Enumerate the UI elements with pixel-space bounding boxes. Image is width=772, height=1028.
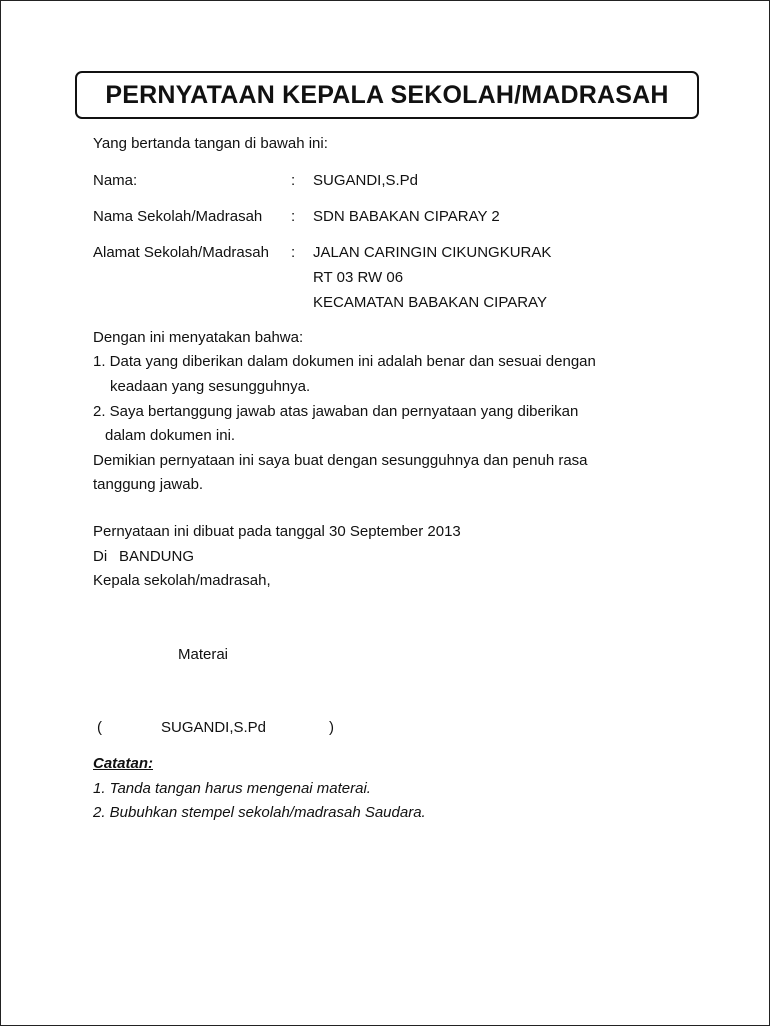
document-title: PERNYATAAN KEPALA SEKOLAH/MADRASAH <box>75 71 699 119</box>
date-line: Pernyataan ini dibuat pada tanggal 30 September 2013 <box>93 523 461 540</box>
alamat-colon: : <box>291 244 296 261</box>
signature-close-paren: ) <box>329 719 334 736</box>
alamat-line-3: KECAMATAN BABAKAN CIPARAY <box>313 294 547 311</box>
materai-placeholder: Materai <box>178 646 229 663</box>
statement-item-1-line-1: 1. Data yang diberikan dalam dokumen ini adalah benar dan sesuai dengan <box>93 353 596 370</box>
nama-label: Nama: <box>93 172 138 189</box>
nama-colon: : <box>291 172 296 189</box>
note-1: 1. Tanda tangan harus mengenai materai. <box>93 780 371 797</box>
statement-item-2-line-2: dalam dokumen ini. <box>105 427 236 444</box>
nama-value: SUGANDI,S.Pd <box>313 172 419 189</box>
sekolah-colon: : <box>291 208 296 225</box>
notes-heading: Catatan: <box>93 755 154 772</box>
alamat-line-1: JALAN CARINGIN CIKUNGKURAK <box>313 244 552 261</box>
sekolah-label: Nama Sekolah/Madrasah <box>93 208 263 225</box>
intro-text: Yang bertanda tangan di bawah ini: <box>93 135 328 152</box>
position-title: Kepala sekolah/madrasah, <box>93 572 271 589</box>
sekolah-value: SDN BABAKAN CIPARAY 2 <box>313 208 500 225</box>
di-label: Di <box>93 548 108 565</box>
note-2: 2. Bubuhkan stempel sekolah/madrasah Saudara. <box>93 804 426 821</box>
signature-open-paren: ( <box>97 719 102 736</box>
statement-lead: Dengan ini menyatakan bahwa: <box>93 329 304 346</box>
alamat-line-2: RT 03 RW 06 <box>313 269 404 286</box>
statement-item-2-line-1: 2. Saya bertanggung jawab atas jawaban dan pernyataan yang diberikan <box>93 403 579 420</box>
closing-line-2: tanggung jawab. <box>93 476 204 493</box>
alamat-label: Alamat Sekolah/Madrasah <box>93 244 269 261</box>
city-name: BANDUNG <box>119 548 195 565</box>
closing-line-1: Demikian pernyataan ini saya buat dengan sesungguhnya dan penuh rasa <box>93 452 588 469</box>
signature-name: SUGANDI,S.Pd <box>161 719 267 736</box>
statement-item-1-line-2: keadaan yang sesungguhnya. <box>110 378 311 395</box>
